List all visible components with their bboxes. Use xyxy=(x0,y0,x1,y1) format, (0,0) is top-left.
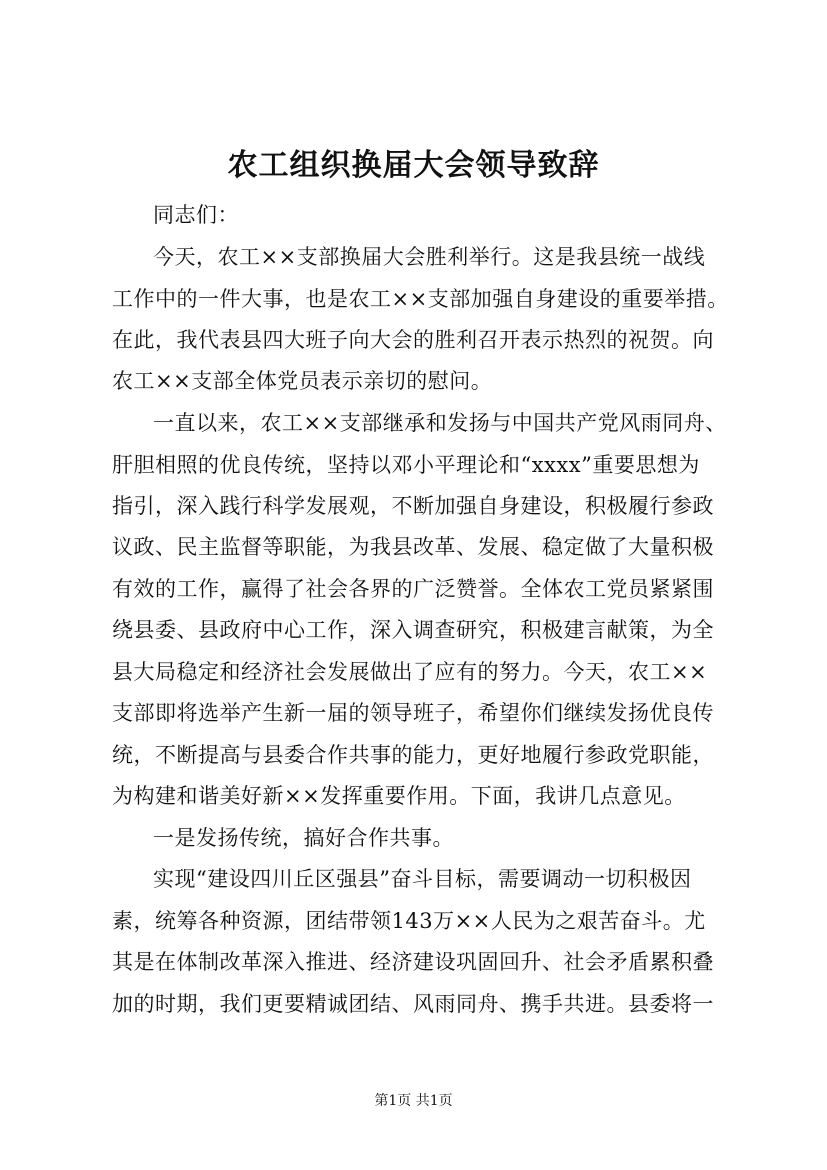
paragraph-line: 实现“建设四川丘区强县”奋斗目标，需要调动一切积极因 xyxy=(153,867,692,891)
paragraph-line: 有效的工作，赢得了社会各界的广泛赞誉。全体农工党员紧紧围 xyxy=(112,577,714,601)
paragraph-line: 工作中的一件大事，也是农工××支部加强自身建设的重要举措。 xyxy=(112,287,729,311)
paragraph-line: 其是在体制改革深入推进、经济建设巩固回升、社会矛盾累积叠 xyxy=(112,950,714,974)
document-title: 农工组织换届大会领导致辞 xyxy=(227,148,600,183)
paragraph-line: 议政、民主监督等职能，为我县改革、发展、稳定做了大量积极 xyxy=(112,535,714,559)
paragraph-line: 农工××支部全体党员表示亲切的慰问。 xyxy=(112,369,493,393)
section-heading: 一是发扬传统，搞好合作共事。 xyxy=(153,826,454,850)
paragraph-line: 指引，深入践行科学发展观，不断加强自身建设，积极履行参政 xyxy=(112,494,714,518)
paragraph-line: 今天，农工××支部换届大会胜利举行。这是我县统一战线 xyxy=(153,245,706,269)
paragraph-line: 素，统筹各种资源，团结带领143万××人民为之艰苦奋斗。尤 xyxy=(112,909,706,933)
paragraph-line: 县大局稳定和经济社会发展做出了应有的努力。今天，农工×× xyxy=(112,660,708,684)
page-footer: 第1页 共1页 xyxy=(374,1093,453,1109)
paragraph-line: 为构建和谐美好新××发挥重要作用。下面，我讲几点意见。 xyxy=(112,784,686,808)
salutation: 同志们： xyxy=(153,203,239,227)
paragraph-line: 支部即将选举产生新一届的领导班子，希望你们继续发扬优良传 xyxy=(112,701,714,725)
paragraph-line: 统，不断提高与县委合作共事的能力，更好地履行参政党职能， xyxy=(112,743,714,767)
paragraph-line: 肝胆相照的优良传统，坚持以邓小平理论和“xxxx”重要思想为 xyxy=(112,453,700,477)
paragraph-line: 加的时期，我们更要精诚团结、风雨同舟、携手共进。县委将一 xyxy=(112,992,714,1016)
paragraph-line: 绕县委、县政府中心工作，深入调查研究，积极建言献策，为全 xyxy=(112,618,714,642)
paragraph-line: 在此，我代表县四大班子向大会的胜利召开表示热烈的祝贺。向 xyxy=(112,328,714,352)
paragraph-line: 一直以来，农工××支部继承和发扬与中国共产党风雨同舟、 xyxy=(153,411,727,435)
